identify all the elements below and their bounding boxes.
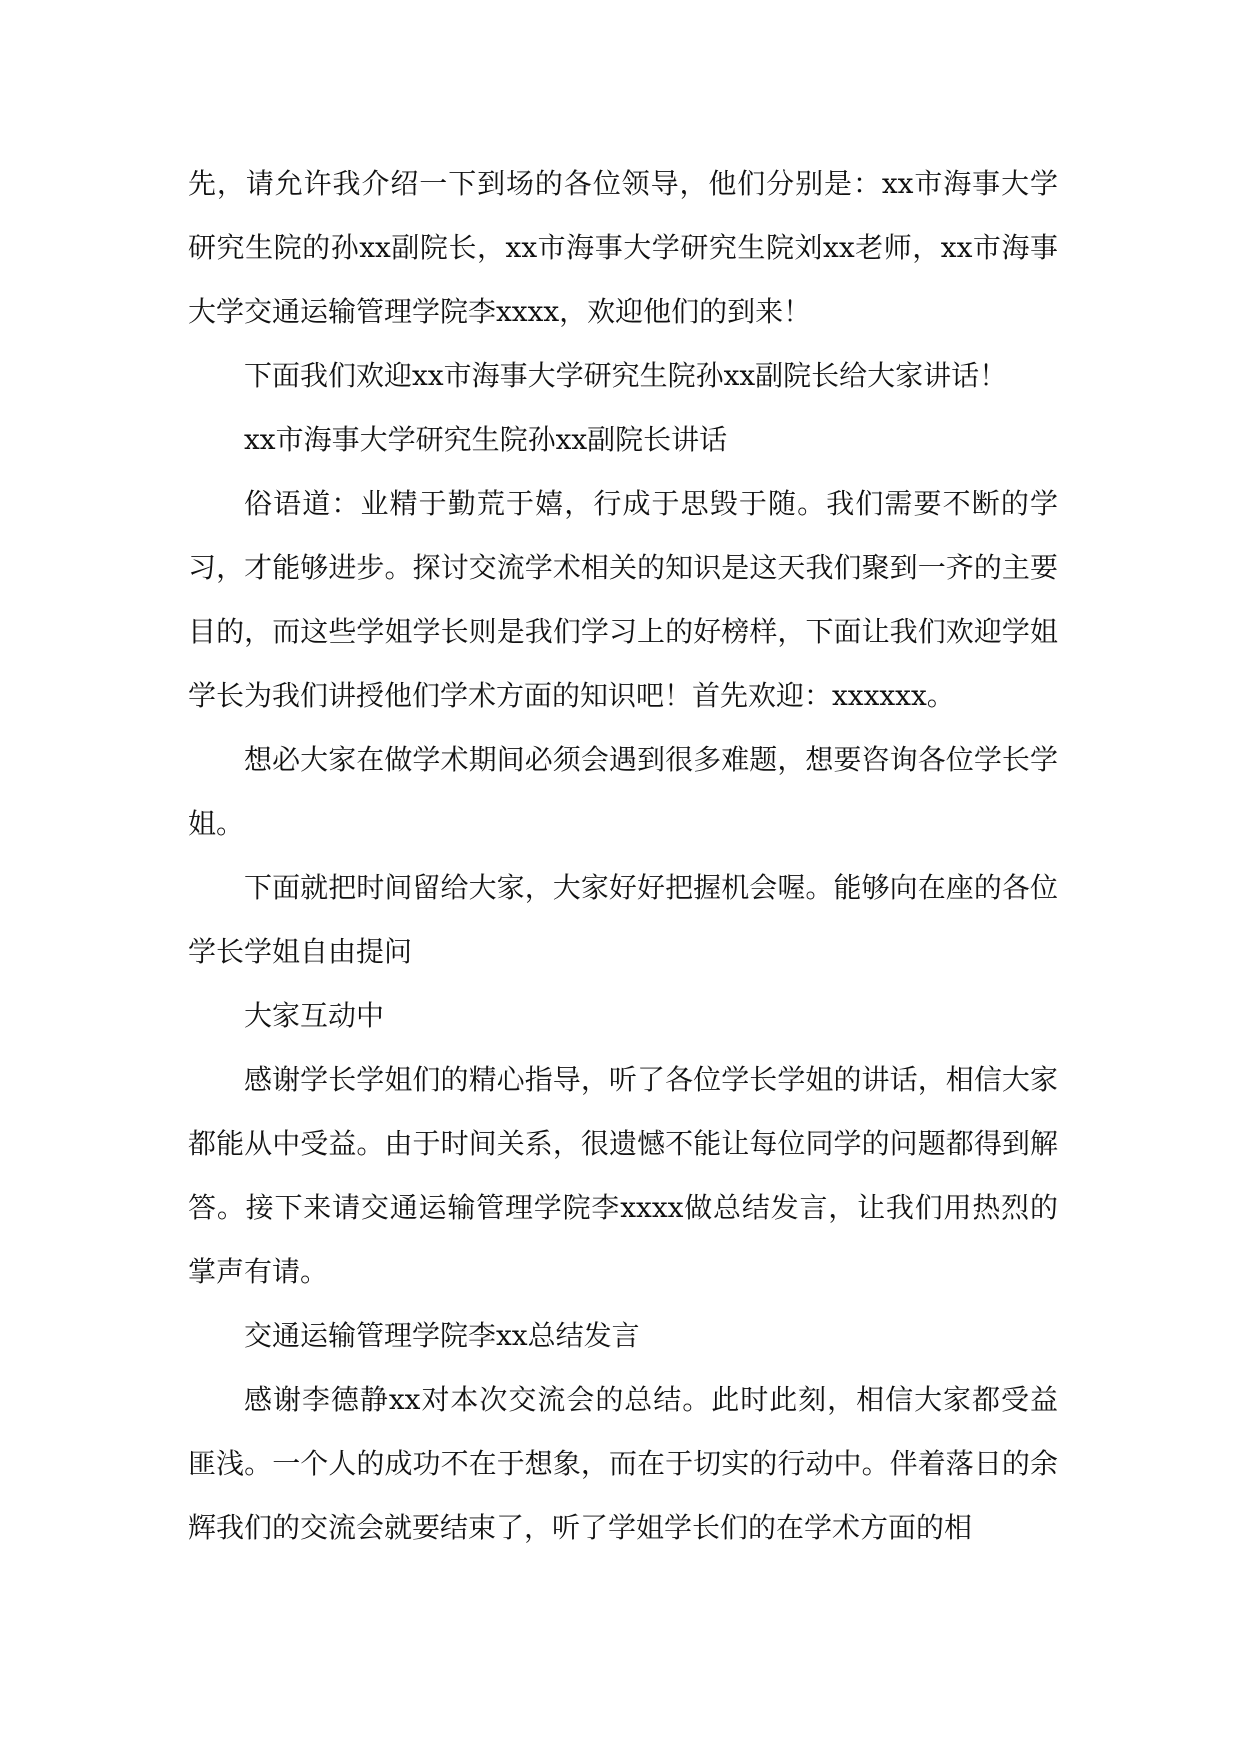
paragraph: 想必大家在做学术期间必须会遇到很多难题，想要咨询各位学长学姐。 [188,743,1058,840]
paragraph: 下面就把时间留给大家，大家好好把握机会喔。能够向在座的各位学长学姐自由提问 [188,871,1058,968]
section-heading: xx市海事大学研究生院孙xx副院长讲话 [244,423,728,456]
paragraph: 下面我们欢迎xx市海事大学研究生院孙xx副院长给大家讲话！ [244,359,1008,392]
section-heading: 交通运输管理学院李xx总结发言 [244,1319,640,1352]
paragraph: 感谢学长学姐们的精心指导，听了各位学长学姐的讲话，相信大家都能从中受益。由于时间关系，很遗憾不能让每位同学的问题都得到解答。接下来请交通运输管理学院李xxxx做总结发言，让我们用热烈的掌声有请。 [188,1063,1058,1288]
section-heading: 大家互动中 [244,999,385,1032]
paragraph: 先，请允许我介绍一下到场的各位领导，他们分别是：xx市海事大学研究生院的孙xx副院长，xx市海事大学研究生院刘xx老师，xx市海事大学交通运输管理学院李xxxx，欢迎他们的到来！ [188,167,1058,328]
paragraph: 俗语道：业精于勤荒于嬉，行成于思毁于随。我们需要不断的学习，才能够进步。探讨交流学术相关的知识是这天我们聚到一齐的主要目的，而这些学姐学长则是我们学习上的好榜样，下面让我们欢迎学姐学长为我们讲授他们学术方面的知识吧！首先欢迎：xxxxxx。 [188,487,1058,712]
document-page [188,152,1058,1560]
paragraph: 感谢李德静xx对本次交流会的总结。此时此刻，相信大家都受益匪浅。一个人的成功不在于想象，而在于切实的行动中。伴着落日的余辉我们的交流会就要结束了，听了学姐学长们的在学术方面的相 [188,1383,1058,1544]
